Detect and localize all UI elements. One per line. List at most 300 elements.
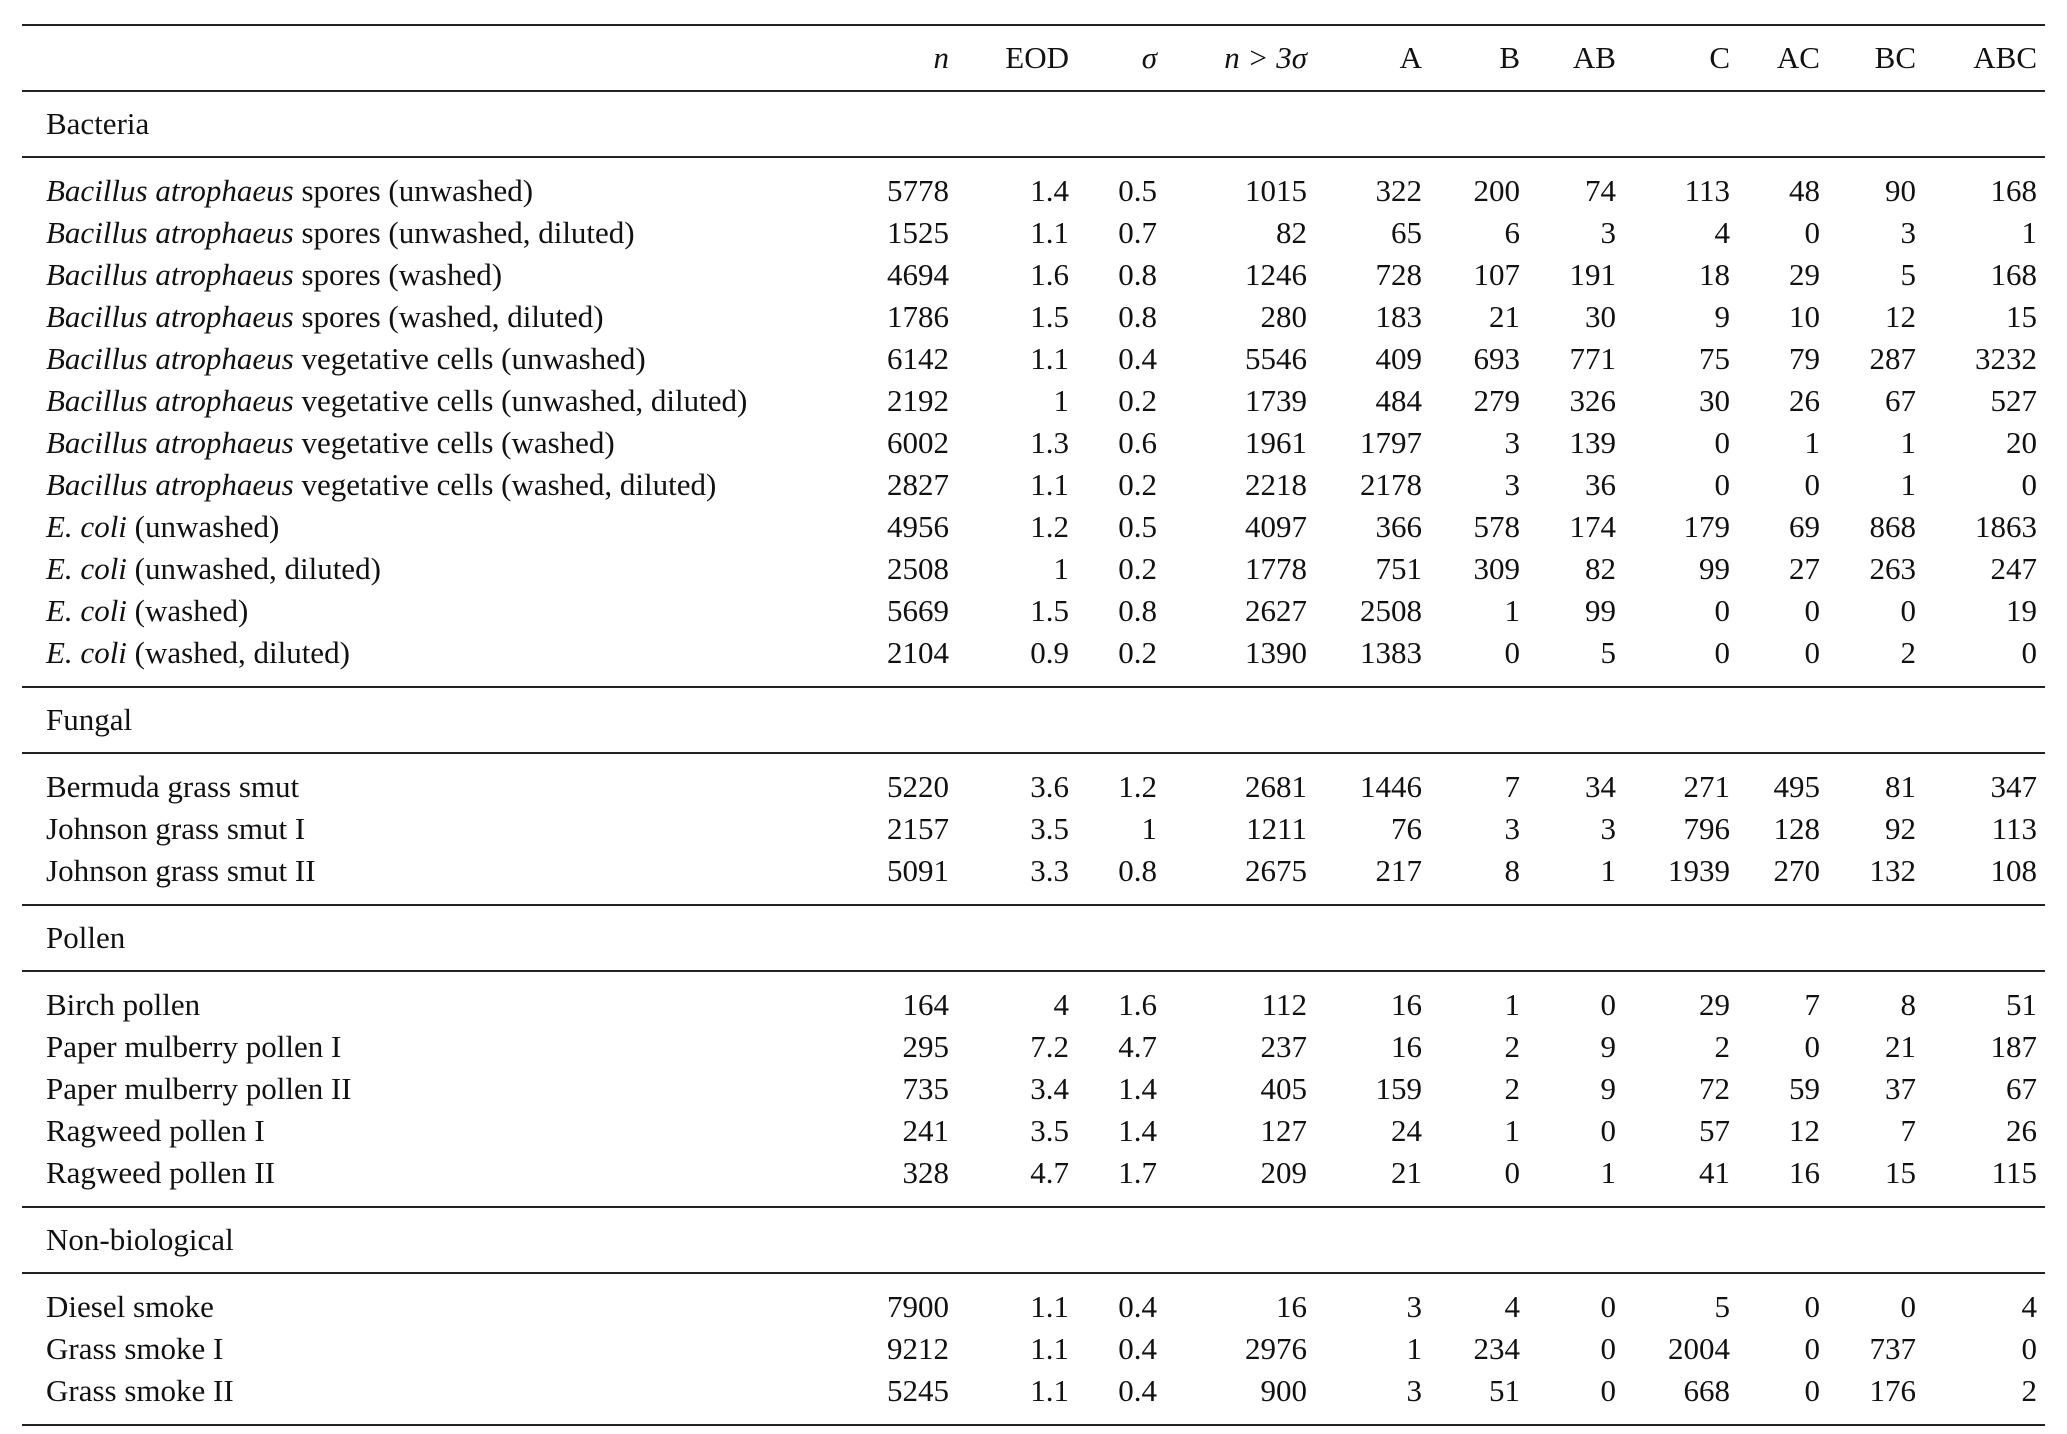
cell-ab: 30 (1585, 299, 1616, 334)
cell-b: 3 (1504, 811, 1520, 846)
cell-n: 5778 (887, 173, 949, 208)
cell-n: 241 (902, 1113, 949, 1148)
header-cell-n-gt-3sigma: n > 3σ (1165, 25, 1315, 91)
cell-bc: 287 (1869, 341, 1916, 376)
cell-ab: 0 (1600, 1113, 1616, 1148)
row-name-cell (22, 766, 832, 808)
cell-n-gt-3sigma: 209 (1260, 1155, 1307, 1190)
cell-a: 1383 (1360, 635, 1422, 670)
cell-ac: 0 (1804, 1373, 1820, 1408)
group-label: Fungal (22, 687, 2045, 753)
row-name-cell (22, 254, 832, 296)
sample-description: spores (unwashed, diluted) (293, 215, 635, 250)
cell-n: 7900 (887, 1289, 949, 1324)
cell-sigma: 1.6 (1118, 987, 1157, 1022)
cell-n-gt-3sigma: 1778 (1245, 551, 1307, 586)
cell-bc: 2 (1900, 635, 1916, 670)
row-name-cell (22, 590, 832, 632)
cell-b: 107 (1473, 257, 1520, 292)
cell-bc: 1 (1900, 425, 1916, 460)
sample-description: Grass smoke I (46, 1331, 224, 1366)
cell-sigma: 1.4 (1118, 1113, 1157, 1148)
cell-ab: 36 (1585, 467, 1616, 502)
row-name-cell (22, 506, 832, 548)
cell-bc: 90 (1885, 173, 1916, 208)
cell-n: 2192 (887, 383, 949, 418)
cell-ac: 7 (1804, 987, 1820, 1022)
cell-ab: 99 (1585, 593, 1616, 628)
species-name: Bacillus atrophaeus (46, 383, 294, 418)
cell-ab: 0 (1600, 1289, 1616, 1324)
cell-b: 21 (1489, 299, 1520, 334)
cell-eod: 1.6 (1030, 257, 1069, 292)
table-row (22, 1370, 2045, 1412)
cell-ac: 0 (1804, 1289, 1820, 1324)
cell-eod: 1.2 (1030, 509, 1069, 544)
cell-n: 328 (902, 1155, 949, 1190)
cell-eod: 7.2 (1030, 1029, 1069, 1064)
cell-c: 99 (1699, 551, 1730, 586)
table-row (22, 1286, 2045, 1328)
cell-abc: 1863 (1975, 509, 2037, 544)
group-padding (22, 157, 2045, 170)
cell-n-gt-3sigma: 1390 (1245, 635, 1307, 670)
cell-sigma: 1 (1141, 811, 1157, 846)
cell-bc: 0 (1900, 1289, 1916, 1324)
cell-b: 234 (1473, 1331, 1520, 1366)
cell-eod: 1.4 (1030, 173, 1069, 208)
sample-description: spores (washed, diluted) (293, 299, 604, 334)
cell-n-gt-3sigma: 16 (1276, 1289, 1307, 1324)
sample-description: vegetative cells (washed) (293, 425, 615, 460)
header-cell-a: A (1315, 25, 1430, 91)
cell-ac: 26 (1789, 383, 1820, 418)
cell-sigma: 1.4 (1118, 1071, 1157, 1106)
cell-bc: 0 (1900, 593, 1916, 628)
sample-description: spores (washed) (293, 257, 503, 292)
cell-c: 5 (1714, 1289, 1730, 1324)
cell-c: 72 (1699, 1071, 1730, 1106)
cell-ab: 326 (1569, 383, 1616, 418)
cell-bc: 81 (1885, 769, 1916, 804)
group-padding-cell (22, 157, 2045, 170)
cell-b: 51 (1489, 1373, 1520, 1408)
header-cell-abc: ABC (1924, 25, 2045, 91)
cell-eod: 1.1 (1030, 341, 1069, 376)
cell-n: 295 (902, 1029, 949, 1064)
cell-ab: 82 (1585, 551, 1616, 586)
table-row (22, 464, 2045, 506)
table-group-fungal (22, 687, 2045, 905)
cell-a: 65 (1391, 215, 1422, 250)
species-name: Bacillus atrophaeus (46, 299, 294, 334)
cell-b: 1 (1504, 1113, 1520, 1148)
cell-eod: 0.9 (1030, 635, 1069, 670)
sample-description: Johnson grass smut I (46, 811, 306, 846)
cell-n-gt-3sigma: 1739 (1245, 383, 1307, 418)
cell-sigma: 1.2 (1118, 769, 1157, 804)
cell-ac: 1 (1804, 425, 1820, 460)
cell-abc: 115 (1991, 1155, 2037, 1190)
cell-n: 5245 (887, 1373, 949, 1408)
row-name-cell (22, 212, 832, 254)
cell-abc: 67 (2006, 1071, 2037, 1106)
group-label: Non-biological (22, 1207, 2045, 1273)
cell-abc: 26 (2006, 1113, 2037, 1148)
cell-a: 3 (1406, 1289, 1422, 1324)
data-table-container (22, 24, 2045, 1426)
cell-n-gt-3sigma: 1961 (1245, 425, 1307, 460)
cell-ac: 59 (1789, 1071, 1820, 1106)
cell-n-gt-3sigma: 2627 (1245, 593, 1307, 628)
data-table (22, 24, 2045, 1426)
cell-abc: 347 (1990, 769, 2037, 804)
cell-c: 0 (1714, 635, 1730, 670)
header-row (22, 25, 2045, 91)
cell-abc: 3232 (1975, 341, 2037, 376)
sample-description: Bermuda grass smut (46, 769, 300, 804)
cell-a: 76 (1391, 811, 1422, 846)
cell-n-gt-3sigma: 237 (1260, 1029, 1307, 1064)
cell-ac: 0 (1804, 1029, 1820, 1064)
cell-n-gt-3sigma: 2675 (1245, 853, 1307, 888)
cell-bc: 92 (1885, 811, 1916, 846)
group-padding (22, 1194, 2045, 1207)
cell-sigma: 0.5 (1118, 509, 1157, 544)
cell-sigma: 0.4 (1118, 341, 1157, 376)
sample-description: Birch pollen (46, 987, 201, 1022)
cell-c: 2004 (1668, 1331, 1730, 1366)
cell-eod: 4.7 (1030, 1155, 1069, 1190)
cell-b: 1 (1504, 987, 1520, 1022)
cell-n-gt-3sigma: 82 (1276, 215, 1307, 250)
cell-sigma: 0.4 (1118, 1331, 1157, 1366)
sample-description: spores (unwashed) (293, 173, 534, 208)
cell-ac: 495 (1773, 769, 1820, 804)
cell-c: 0 (1714, 425, 1730, 460)
species-name: Bacillus atrophaeus (46, 467, 294, 502)
cell-sigma: 0.8 (1118, 299, 1157, 334)
cell-ac: 27 (1789, 551, 1820, 586)
cell-bc: 21 (1885, 1029, 1916, 1064)
cell-a: 484 (1375, 383, 1422, 418)
cell-c: 0 (1714, 593, 1730, 628)
cell-b: 309 (1473, 551, 1520, 586)
cell-bc: 5 (1900, 257, 1916, 292)
cell-sigma: 4.7 (1118, 1029, 1157, 1064)
cell-n-gt-3sigma: 1246 (1245, 257, 1307, 292)
cell-n: 2104 (887, 635, 949, 670)
table-row (22, 380, 2045, 422)
cell-eod: 1.3 (1030, 425, 1069, 460)
cell-b: 0 (1504, 1155, 1520, 1190)
cell-a: 2178 (1360, 467, 1422, 502)
row-name-cell (22, 1370, 832, 1412)
cell-b: 7 (1504, 769, 1520, 804)
cell-a: 1797 (1360, 425, 1422, 460)
cell-a: 21 (1391, 1155, 1422, 1190)
sample-description: Ragweed pollen II (46, 1155, 275, 1190)
cell-b: 0 (1504, 635, 1520, 670)
cell-a: 2508 (1360, 593, 1422, 628)
cell-ab: 3 (1600, 215, 1616, 250)
cell-abc: 527 (1990, 383, 2037, 418)
group-padding (22, 892, 2045, 905)
cell-n: 6142 (887, 341, 949, 376)
row-name-cell (22, 170, 832, 212)
cell-abc: 15 (2006, 299, 2037, 334)
cell-b: 1 (1504, 593, 1520, 628)
row-name-cell (22, 632, 832, 674)
cell-c: 9 (1714, 299, 1730, 334)
cell-eod: 1.1 (1030, 467, 1069, 502)
cell-bc: 132 (1869, 853, 1916, 888)
cell-abc: 1 (2021, 215, 2037, 250)
cell-a: 366 (1375, 509, 1422, 544)
cell-sigma: 0.2 (1118, 551, 1157, 586)
cell-ab: 0 (1600, 987, 1616, 1022)
cell-n: 735 (902, 1071, 949, 1106)
cell-a: 3 (1406, 1373, 1422, 1408)
table-header (22, 25, 2045, 91)
table-row (22, 506, 2045, 548)
cell-abc: 0 (2021, 1331, 2037, 1366)
table-row (22, 632, 2045, 674)
header-cell-name (22, 25, 832, 91)
cell-c: 57 (1699, 1113, 1730, 1148)
species-name: E. coli (46, 635, 127, 670)
table-row (22, 766, 2045, 808)
cell-sigma: 0.2 (1118, 635, 1157, 670)
group-header-row (22, 1207, 2045, 1273)
species-name: Bacillus atrophaeus (46, 215, 294, 250)
cell-ac: 0 (1804, 635, 1820, 670)
group-padding-cell (22, 971, 2045, 984)
group-label: Bacteria (22, 91, 2045, 157)
table-row (22, 1110, 2045, 1152)
sample-description: (unwashed, diluted) (126, 551, 381, 586)
table-row (22, 1152, 2045, 1194)
sample-description: Grass smoke II (46, 1373, 234, 1408)
cell-n: 164 (902, 987, 949, 1022)
cell-sigma: 0.2 (1118, 383, 1157, 418)
species-name: E. coli (46, 551, 127, 586)
cell-n-gt-3sigma: 2218 (1245, 467, 1307, 502)
cell-bc: 737 (1869, 1331, 1916, 1366)
cell-ab: 191 (1569, 257, 1616, 292)
group-padding-cell (22, 1273, 2045, 1286)
row-name-cell (22, 464, 832, 506)
header-cell-n: n (832, 25, 957, 91)
cell-ab: 3 (1600, 811, 1616, 846)
table-row (22, 1068, 2045, 1110)
sample-description: Diesel smoke (46, 1289, 214, 1324)
cell-a: 409 (1375, 341, 1422, 376)
row-name-cell (22, 1152, 832, 1194)
table-row (22, 338, 2045, 380)
row-name-cell (22, 850, 832, 892)
cell-eod: 3.5 (1030, 811, 1069, 846)
group-padding-cell (22, 674, 2045, 687)
cell-c: 4 (1714, 215, 1730, 250)
species-name: Bacillus atrophaeus (46, 425, 294, 460)
table-row (22, 590, 2045, 632)
cell-a: 183 (1375, 299, 1422, 334)
cell-n: 4694 (887, 257, 949, 292)
group-padding (22, 971, 2045, 984)
cell-a: 1446 (1360, 769, 1422, 804)
cell-b: 8 (1504, 853, 1520, 888)
cell-c: 41 (1699, 1155, 1730, 1190)
cell-abc: 19 (2006, 593, 2037, 628)
cell-abc: 247 (1990, 551, 2037, 586)
cell-c: 796 (1683, 811, 1730, 846)
sample-description: Johnson grass smut II (46, 853, 316, 888)
header-cell-c: C (1624, 25, 1738, 91)
table-group-non-biological (22, 1207, 2045, 1425)
cell-bc: 12 (1885, 299, 1916, 334)
group-header-row (22, 905, 2045, 971)
row-name-cell (22, 1286, 832, 1328)
row-name-cell (22, 984, 832, 1026)
table-group-bacteria (22, 91, 2045, 687)
cell-bc: 7 (1900, 1113, 1916, 1148)
row-name-cell (22, 808, 832, 850)
cell-ab: 5 (1600, 635, 1616, 670)
cell-n: 1525 (887, 215, 949, 250)
table-row (22, 422, 2045, 464)
group-header-row (22, 91, 2045, 157)
cell-abc: 187 (1990, 1029, 2037, 1064)
cell-b: 6 (1504, 215, 1520, 250)
table-row (22, 296, 2045, 338)
cell-eod: 4 (1053, 987, 1069, 1022)
cell-a: 159 (1375, 1071, 1422, 1106)
cell-b: 3 (1504, 425, 1520, 460)
cell-c: 271 (1683, 769, 1730, 804)
cell-ac: 16 (1789, 1155, 1820, 1190)
cell-eod: 3.6 (1030, 769, 1069, 804)
cell-ac: 10 (1789, 299, 1820, 334)
cell-eod: 1.5 (1030, 593, 1069, 628)
cell-n: 6002 (887, 425, 949, 460)
cell-c: 668 (1683, 1373, 1730, 1408)
cell-b: 2 (1504, 1071, 1520, 1106)
header-cell-b: B (1430, 25, 1528, 91)
cell-n: 2157 (887, 811, 949, 846)
cell-n-gt-3sigma: 127 (1260, 1113, 1307, 1148)
cell-eod: 1.1 (1030, 215, 1069, 250)
cell-ac: 0 (1804, 467, 1820, 502)
cell-ac: 0 (1804, 1331, 1820, 1366)
cell-n: 1786 (887, 299, 949, 334)
cell-ab: 139 (1569, 425, 1616, 460)
cell-ac: 69 (1789, 509, 1820, 544)
cell-abc: 108 (1990, 853, 2037, 888)
sample-description: (washed, diluted) (126, 635, 350, 670)
cell-b: 200 (1473, 173, 1520, 208)
cell-ab: 174 (1569, 509, 1616, 544)
cell-eod: 1.1 (1030, 1373, 1069, 1408)
cell-ab: 9 (1600, 1071, 1616, 1106)
cell-abc: 0 (2021, 467, 2037, 502)
cell-a: 24 (1391, 1113, 1422, 1148)
cell-ab: 74 (1585, 173, 1616, 208)
cell-sigma: 0.6 (1118, 425, 1157, 460)
row-name-cell (22, 422, 832, 464)
header-cell-ab: AB (1528, 25, 1624, 91)
cell-eod: 1 (1053, 551, 1069, 586)
header-cell-sigma: σ (1077, 25, 1165, 91)
cell-n: 5220 (887, 769, 949, 804)
species-name: Bacillus atrophaeus (46, 173, 294, 208)
table-row (22, 548, 2045, 590)
cell-a: 217 (1375, 853, 1422, 888)
cell-n: 9212 (887, 1331, 949, 1366)
cell-ac: 79 (1789, 341, 1820, 376)
group-padding-cell (22, 1194, 2045, 1207)
group-padding (22, 1273, 2045, 1286)
sample-description: Ragweed pollen I (46, 1113, 265, 1148)
cell-abc: 0 (2021, 635, 2037, 670)
cell-sigma: 0.2 (1118, 467, 1157, 502)
cell-c: 1939 (1668, 853, 1730, 888)
cell-c: 179 (1683, 509, 1730, 544)
cell-sigma: 0.4 (1118, 1289, 1157, 1324)
cell-eod: 1.1 (1030, 1289, 1069, 1324)
cell-c: 2 (1714, 1029, 1730, 1064)
row-name-cell (22, 1026, 832, 1068)
cell-bc: 8 (1900, 987, 1916, 1022)
cell-n: 2508 (887, 551, 949, 586)
cell-abc: 51 (2006, 987, 2037, 1022)
group-padding-cell (22, 892, 2045, 905)
cell-eod: 1.5 (1030, 299, 1069, 334)
cell-eod: 3.3 (1030, 853, 1069, 888)
table-row (22, 1328, 2045, 1370)
cell-bc: 176 (1869, 1373, 1916, 1408)
sample-description: (unwashed) (126, 509, 280, 544)
cell-sigma: 0.7 (1118, 215, 1157, 250)
cell-a: 751 (1375, 551, 1422, 586)
header-cell-ac: AC (1738, 25, 1828, 91)
table-row (22, 170, 2045, 212)
table-row (22, 254, 2045, 296)
cell-n-gt-3sigma: 2976 (1245, 1331, 1307, 1366)
species-name: E. coli (46, 593, 127, 628)
cell-b: 3 (1504, 467, 1520, 502)
cell-sigma: 1.7 (1118, 1155, 1157, 1190)
cell-ac: 270 (1773, 853, 1820, 888)
cell-sigma: 0.4 (1118, 1373, 1157, 1408)
row-name-cell (22, 1110, 832, 1152)
cell-b: 279 (1473, 383, 1520, 418)
cell-sigma: 0.8 (1118, 593, 1157, 628)
cell-ac: 12 (1789, 1113, 1820, 1148)
cell-a: 728 (1375, 257, 1422, 292)
species-name: Bacillus atrophaeus (46, 341, 294, 376)
cell-n-gt-3sigma: 112 (1261, 987, 1307, 1022)
table-group-pollen (22, 905, 2045, 1207)
cell-sigma: 0.8 (1118, 257, 1157, 292)
table-row (22, 212, 2045, 254)
cell-b: 4 (1504, 1289, 1520, 1324)
cell-sigma: 0.5 (1118, 173, 1157, 208)
cell-n: 4956 (887, 509, 949, 544)
row-name-cell (22, 296, 832, 338)
cell-n: 5669 (887, 593, 949, 628)
cell-b: 2 (1504, 1029, 1520, 1064)
